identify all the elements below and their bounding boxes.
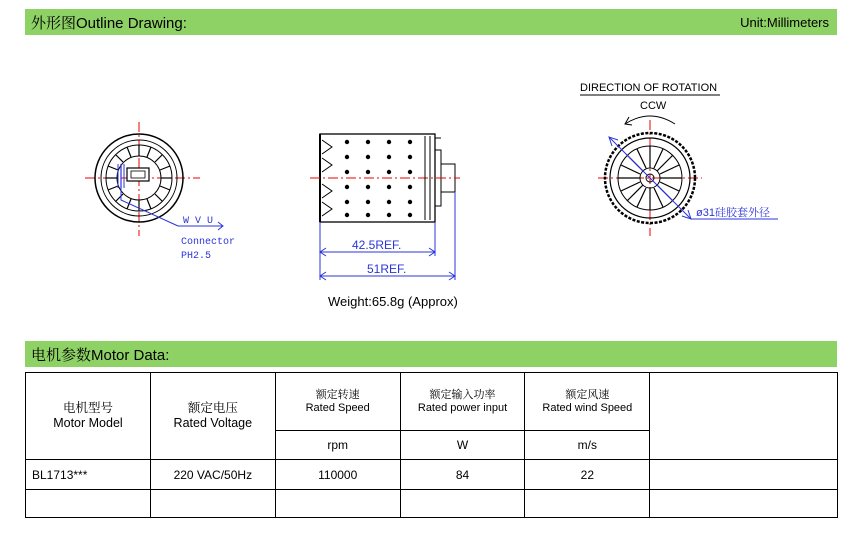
cell-voltage: 220 VAC/50Hz [150, 460, 275, 490]
dim-outer-label: 51REF. [367, 262, 407, 276]
header-en: Rated Voltage [173, 416, 253, 430]
table-row [26, 460, 838, 490]
unit-w: W [400, 431, 525, 460]
cell-empty [650, 460, 838, 490]
wvu-label: W V U [183, 216, 214, 227]
cell-speed: 110000 [275, 460, 400, 490]
connector-type-label: PH2.5 [181, 251, 212, 262]
connector-label: Connector [181, 237, 236, 248]
header-en: Rated Speed [305, 401, 370, 414]
header-motor-model [26, 373, 151, 460]
outline-drawing [0, 36, 859, 296]
header-cn: 额定转速 [315, 388, 360, 401]
header-rated-power [400, 373, 525, 431]
diameter-note: ø31硅胶套外径 [696, 207, 770, 219]
header-en: Rated power input [417, 401, 508, 414]
side-view [310, 134, 460, 280]
unit-label: Unit:Millimeters [740, 14, 829, 30]
header-rated-wind-speed [525, 373, 650, 431]
table-row-empty [26, 490, 838, 518]
header-rated-voltage [150, 373, 275, 460]
unit-ms: m/s [525, 431, 650, 460]
motor-data-header [25, 341, 837, 367]
header-cn: 额定风速 [565, 388, 610, 401]
table-header-row [26, 373, 838, 431]
cell-power: 84 [400, 460, 525, 490]
motor-data-title: 电机参数Motor Data: [31, 346, 170, 364]
dim-inner-label: 42.5REF. [352, 238, 402, 252]
weight-label: Weight:65.8g (Approx) [328, 294, 458, 309]
header-cn: 电机型号 [62, 401, 113, 415]
outline-drawing-title: 外形图Outline Drawing: [31, 14, 187, 32]
outline-drawing-header [25, 9, 837, 35]
cell-model: BL1713*** [26, 460, 151, 490]
header-cn: 额定输入功率 [429, 388, 496, 401]
motor-data-table [25, 372, 838, 518]
unit-rpm: rpm [275, 431, 400, 460]
header-rated-speed [275, 373, 400, 431]
rotation-direction: CCW [640, 100, 667, 112]
rotation-title: DIRECTION OF ROTATION [580, 82, 718, 94]
front-view [580, 82, 778, 236]
back-view [85, 122, 235, 262]
header-en: Motor Model [53, 416, 123, 430]
header-cn: 额定电压 [187, 401, 238, 415]
header-empty [650, 373, 838, 460]
cell-wind-speed: 22 [525, 460, 650, 490]
header-en: Rated wind Speed [542, 401, 633, 414]
